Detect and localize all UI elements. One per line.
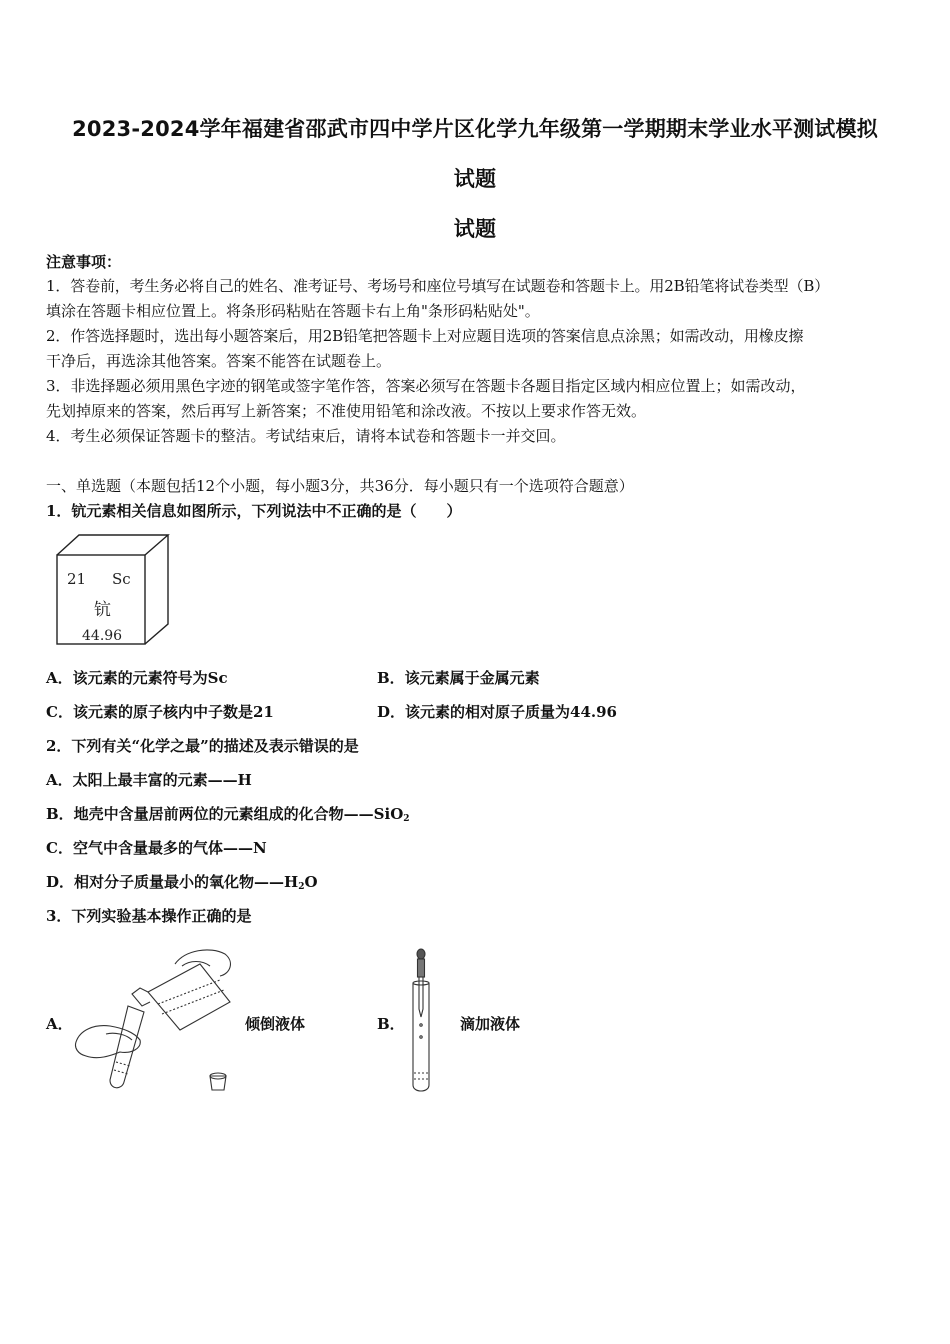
notice-line-3: 2．作答选择题时，选出每小题答案后，用2B铅笔把答题卡上对应题目选项的答案信息点涂黑；如需改动，用橡皮擦 (46, 327, 804, 345)
reagent-bottle-body (148, 964, 230, 1030)
reagent-bottle-neck (132, 988, 150, 1006)
q1-option-d: D．该元素的相对原子质量为44.96 (377, 703, 617, 721)
notice-line-2: 填涂在答题卡相应位置上。将条形码粘贴在答题卡右上角"条形码粘贴处"。 (46, 302, 540, 320)
q1-stem: 1．钪元素相关信息如图所示，下列说法中不正确的是（ ） (46, 502, 462, 520)
notice-line-4: 干净后，再选涂其他答案。答案不能答在试题卷上。 (46, 352, 392, 370)
q2-option-d-subscript: 2 (298, 882, 305, 892)
element-atomic-mass: 44.96 (82, 628, 123, 644)
element-card-figure (54, 533, 174, 648)
q3-stem: 3．下列实验基本操作正确的是 (46, 907, 252, 925)
q1-option-b: B．该元素属于金属元素 (377, 669, 540, 687)
left-hand (75, 1026, 140, 1058)
q2-stem: 2．下列有关“化学之最”的描述及表示错误的是 (46, 737, 359, 755)
section-heading: 一、单选题（本题包括12个小题，每小题3分，共36分．每小题只有一个选项符合题意） (46, 477, 634, 495)
element-card-top (57, 535, 168, 555)
q3-option-a-letter: A． (46, 1015, 73, 1033)
element-chinese-name: 钪 (94, 600, 111, 620)
q2-option-d (46, 872, 318, 897)
notice-line-7: 4．考生必须保证答题卡的整洁。考试结束后，请将本试卷和答题卡一并交回。 (46, 427, 566, 445)
dropper-rubber (418, 959, 425, 977)
dropper-glass-tube (419, 977, 423, 1017)
dropper-bulb (417, 949, 425, 959)
q2-option-d-tail: O (304, 873, 318, 891)
page-title-line-3: 试题 (453, 217, 497, 241)
q2-option-c: C．空气中含量最多的气体——N (46, 839, 267, 857)
notice-line-5: 3．非选择题必须用黑色字迹的钢笔或签字笔作答，答案必须写在答题卡各题目指定区域内相应位置上；如需改动， (46, 377, 806, 395)
q2-option-b (46, 804, 410, 829)
q2-option-d-text: D．相对分子质量最小的氧化物——H (46, 873, 299, 891)
notice-heading: 注意事项： (46, 253, 122, 271)
element-atomic-number: 21 (67, 570, 87, 588)
test-tube (413, 983, 429, 1091)
element-symbol: Sc (112, 570, 131, 588)
page-title-line-2: 试题 (453, 167, 497, 191)
q2-option-b-subscript: 2 (403, 814, 410, 824)
q1-option-a: A．该元素的元素符号为Sc (46, 669, 228, 687)
notice-line-1: 1．答卷前，考生务必将自己的姓名、准考证号、考场号和座位号填写在试题卷和答题卡上。用2B铅笔将试卷类型（B） (46, 277, 830, 295)
pouring-liquid-illustration (70, 944, 242, 1094)
q3-option-a-text: 倾倒液体 (245, 1015, 306, 1033)
q3-option-b-text: 滴加液体 (460, 1015, 521, 1033)
q2-option-b-text: B．地壳中含量居前两位的元素组成的化合物——SiO (46, 805, 404, 823)
q3-option-b-letter: B． (377, 1015, 405, 1033)
page-title-line-1: 2023-2024学年福建省邵武市四中学片区化学九年级第一学期期末学业水平测试模拟 (72, 117, 878, 141)
notice-line-6: 先划掉原来的答案，然后再写上新答案；不准使用铅笔和涂改液。不按以上要求作答无效。 (46, 402, 647, 420)
q1-option-c: C．该元素的原子核内中子数是21 (46, 703, 274, 721)
dropper-illustration (406, 947, 436, 1097)
q2-option-a: A．太阳上最丰富的元素——H (46, 771, 252, 789)
